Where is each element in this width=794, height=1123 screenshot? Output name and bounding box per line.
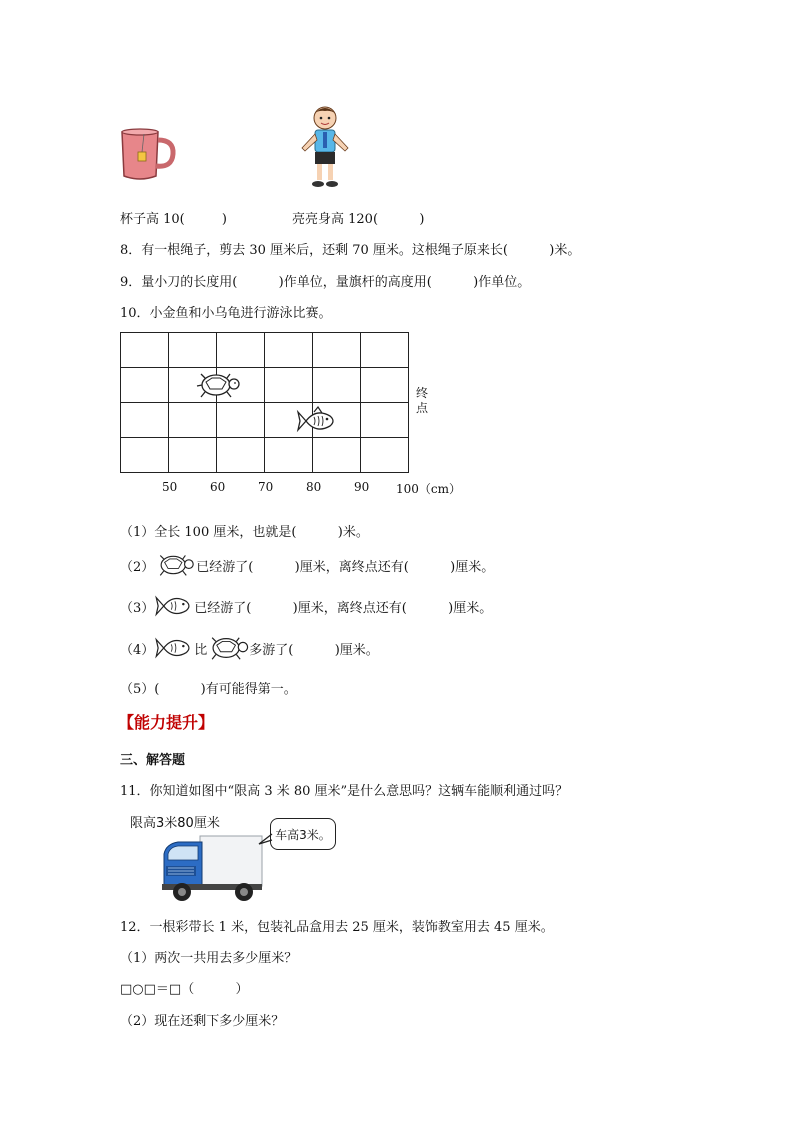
- grid-cell: [168, 332, 217, 368]
- speech-bubble: 车高3米。: [270, 818, 336, 850]
- grid-cell: [216, 402, 265, 438]
- grid-cell: [360, 437, 409, 473]
- question-12-formula: □○□＝□（ ）: [120, 982, 249, 997]
- sub-2-prefix: （2）: [120, 559, 155, 575]
- finish-label: [416, 386, 428, 416]
- grid-cell: [120, 437, 169, 473]
- height-limit-label: 限高3米80厘米: [130, 816, 220, 831]
- sub-4-text: 多游了( )厘米。: [249, 642, 379, 658]
- grid-cell: [216, 332, 265, 368]
- turtle-icon: [154, 552, 196, 578]
- boy-caption: 亮亮身高 120( ): [292, 212, 425, 227]
- grid-cell: [312, 332, 361, 368]
- sub-4-compare: 比: [194, 642, 208, 658]
- boy-figure: [296, 104, 354, 190]
- grid-cell: [312, 437, 361, 473]
- sub-2-text: 已经游了( )厘米，离终点还有( )厘米。: [196, 559, 495, 575]
- grid-cell: [216, 437, 265, 473]
- turtle-icon: [196, 370, 240, 400]
- grid-cell: [264, 332, 313, 368]
- turtle-icon: [207, 634, 249, 662]
- question-10-sub-3: [120, 593, 492, 619]
- question-12-stem: 12．一根彩带长 1 米，包装礼品盒用去 25 厘米，装饰教室用去 45 厘米。: [120, 920, 554, 935]
- question-10-sub-5: （5）( )有可能得第一。: [120, 682, 297, 697]
- tick-70: 70: [258, 480, 274, 494]
- grid-cell: [360, 332, 409, 368]
- tick-100: 100（cm）: [396, 482, 462, 496]
- grid-cell: [360, 367, 409, 403]
- grid-cell: [120, 332, 169, 368]
- fish-icon: [154, 592, 194, 620]
- part-heading: 三、解答题: [120, 753, 186, 768]
- grid-cell: [264, 367, 313, 403]
- grid-cell: [264, 437, 313, 473]
- question-11-stem: 11．你知道如图中“限高 3 米 80 厘米”是什么意思吗？这辆车能顺利通过吗？: [120, 784, 569, 799]
- question-8: 8．有一根绳子，剪去 30 厘米后，还剩 70 厘米。这根绳子原来长( )米。: [120, 243, 581, 258]
- grid-cell: [120, 402, 169, 438]
- question-12-sub-2: （2）现在还剩下多少厘米？: [120, 1014, 285, 1029]
- tick-90: 90: [354, 480, 370, 494]
- grid-cell: [360, 402, 409, 438]
- question-12-sub-1: （1）两次一共用去多少厘米？: [120, 951, 298, 966]
- fish-icon: [154, 634, 194, 662]
- tick-80: 80: [306, 480, 322, 494]
- grid-cell: [168, 402, 217, 438]
- mug-icon: [118, 126, 178, 182]
- sub-3-text: 已经游了( )厘米，离终点还有( )厘米。: [194, 600, 493, 616]
- section-heading: 【能力提升】: [118, 713, 215, 732]
- question-10-sub-2: [120, 552, 494, 578]
- sub-4-prefix: （4）: [120, 642, 155, 658]
- sub-3-prefix: （3）: [120, 600, 155, 616]
- grid-cell: [168, 437, 217, 473]
- truck-image: [158, 832, 264, 904]
- question-9: 9．量小刀的长度用( )作单位，量旗杆的高度用( )作单位。: [120, 275, 531, 290]
- grid-cell: [312, 367, 361, 403]
- question-10-stem: 10．小金鱼和小乌龟进行游泳比赛。: [120, 306, 332, 321]
- finish-label-char-1: 终: [416, 386, 429, 400]
- grid-cell: [120, 367, 169, 403]
- tick-60: 60: [210, 480, 226, 494]
- cup-caption: 杯子高 10( ): [120, 212, 228, 227]
- fish-icon: [296, 406, 338, 436]
- question-10-sub-1: （1）全长 100 厘米，也就是( )米。: [120, 525, 369, 540]
- tick-50: 50: [162, 480, 178, 494]
- question-10-sub-4: [120, 634, 379, 662]
- finish-label-char-2: 点: [416, 401, 429, 415]
